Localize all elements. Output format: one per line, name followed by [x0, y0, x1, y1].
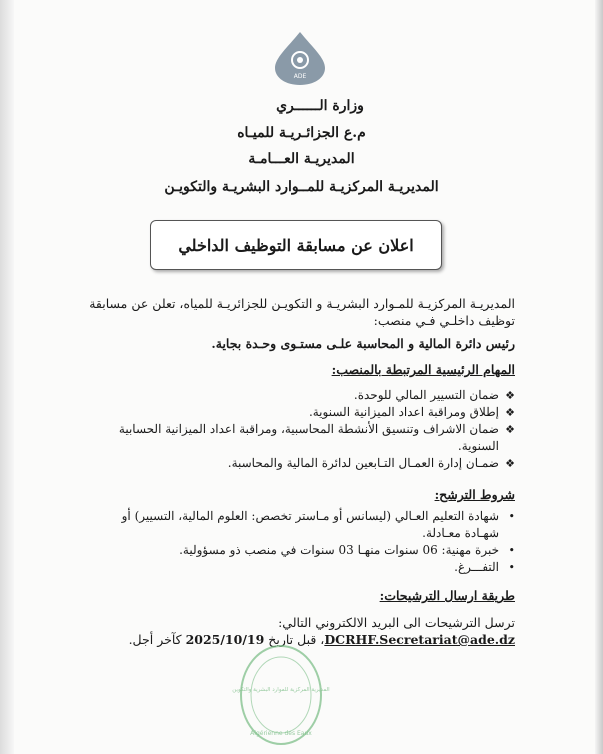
official-stamp-icon — [232, 643, 330, 747]
deadline-date: 2025/10/19 — [185, 632, 265, 647]
dot-bullet-icon: • — [508, 561, 515, 574]
stamp-fr-text: Algérienne des Eaux — [250, 730, 312, 737]
list-item: ❖ إطلاق ومراقبة اعداد الميزانية السنوية. — [308, 405, 515, 419]
company-name: م.ع الجزائـريـة للميـاه — [237, 125, 366, 141]
conditions-heading: شروط الترشح: — [434, 487, 515, 502]
tasks-list — [88, 387, 515, 472]
email-link[interactable]: DCRHF.Secretariat@ade.dz — [324, 632, 515, 647]
ade-logo-icon — [271, 30, 329, 86]
list-item: • خبرة مهنية: 06 سنوات منهـا 03 سنوات في منصب ذو مسؤولية. — [179, 543, 515, 557]
page-left-edge — [0, 0, 14, 754]
central-directorate-name: المديريـة المركزيـة للمــوارد البشريـة والتكويـن — [164, 179, 439, 195]
diamond-bullet-icon: ❖ — [505, 457, 515, 470]
svg-text:المديرية المركزية للموارد البش — [232, 686, 330, 693]
conditions-list — [88, 508, 515, 576]
intro-paragraph: المديريـة المركزيـة للمـوارد البشريـة و التكويـن للجزائريـة للمياه، تعلن عن مسابقة توظيف داخلـي فـي منصب: — [89, 296, 515, 328]
submission-heading: طريقة ارسال الترشيحات: — [379, 588, 515, 603]
diamond-bullet-icon: ❖ — [505, 423, 515, 436]
list-item: ❖ ضمان الاشراف وتنسيق الأنشطة المحاسبية، ومراقبة اعداد الميزانية الحسابية السنوية. — [118, 422, 515, 453]
list-item: ❖ ضمان التسيير المالي للوحدة. — [353, 388, 515, 402]
list-item: • شهادة التعليم العـالي (ليسانس أو مـاستر تخصص: العلوم المالية، التسيير) أو شهـادة معـادلة. — [121, 509, 515, 540]
diamond-bullet-icon: ❖ — [505, 406, 515, 419]
submission-paragraph: ترسل الترشيحات الى البريد الالكتروني التالي: DCRHF.Secretariat@ade.dz، قبل تاريخ 2025/10/19 كآخر أجل. — [128, 615, 515, 647]
announcement-banner: اعلان عن مسابقة التوظيف الداخلي — [150, 220, 442, 270]
directorate-name: المديريـة العـــامـة — [248, 151, 355, 167]
page-right-edge — [595, 0, 603, 754]
stamp-text: المديرية المركزية للموارد البشرية والتكوين — [232, 687, 330, 693]
diamond-bullet-icon: ❖ — [505, 389, 515, 402]
post-title: رئيس دائرة المالية و المحاسبة علـى مستـوى وحـدة بجاية. — [211, 336, 515, 351]
ministry-name: وزارة الــــــري — [276, 98, 364, 114]
dot-bullet-icon: • — [508, 510, 515, 523]
tasks-heading: المهام الرئيسية المرتبطة بالمنصب: — [331, 362, 515, 377]
logo-label: ADE — [293, 73, 307, 80]
list-item: • التفـــرغ. — [454, 560, 515, 574]
list-item: ❖ ضمـان إدارة العمـال التـابعين لدائرة المالية والمحاسبة. — [227, 456, 515, 470]
dot-bullet-icon: • — [508, 544, 515, 557]
